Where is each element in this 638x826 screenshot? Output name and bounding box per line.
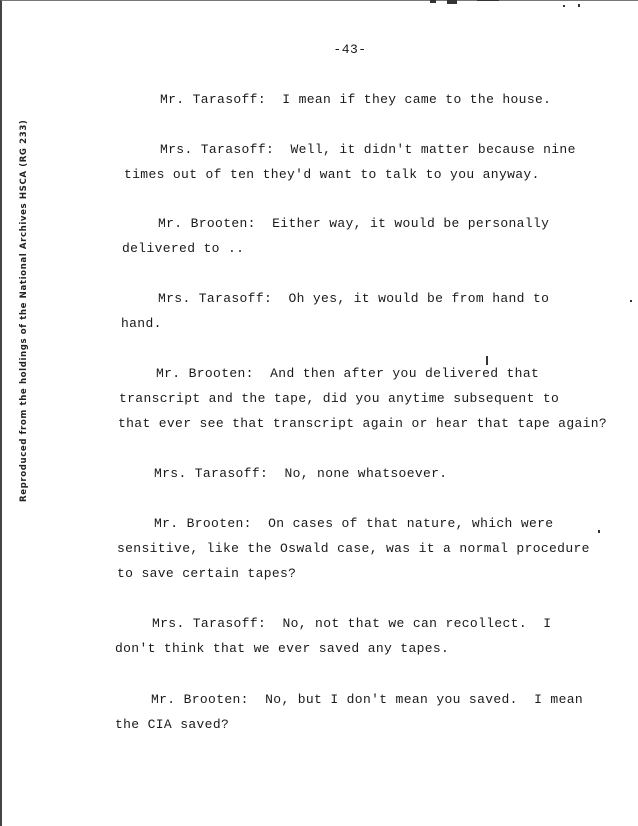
speech-text: Oh yes, it would be from hand to xyxy=(288,291,550,306)
transcript-line xyxy=(156,366,539,381)
speaker-label: Mrs. Tarasoff: xyxy=(154,466,269,481)
speaker-label: Mrs. Tarasoff: xyxy=(160,142,275,157)
page-number: -43- xyxy=(333,42,367,57)
speaker-label: Mrs. Tarasoff: xyxy=(152,616,267,631)
transcript-line: hand. xyxy=(121,316,162,331)
scan-speck xyxy=(477,0,499,1)
speech-text: On cases of that nature, which were xyxy=(268,516,554,531)
scan-speck xyxy=(486,356,488,365)
transcript-line: times out of ten they'd want to talk to you anyway. xyxy=(124,167,540,182)
speech-text: I mean if they came to the house. xyxy=(282,92,552,107)
speech-text: Well, it didn't matter because nine xyxy=(290,142,576,157)
archive-side-note: Reproduced from the holdings of the National Archives HSCA (RG 233) xyxy=(19,119,29,502)
transcript-line: to save certain tapes? xyxy=(117,566,297,581)
speaker-label: Mr. Brooten: xyxy=(151,692,249,707)
transcript-line xyxy=(160,142,576,157)
transcript-line: that ever see that transcript again or hear that tape again? xyxy=(118,416,608,431)
speaker-label: Mr. Brooten: xyxy=(156,366,254,381)
transcript-line: transcript and the tape, did you anytime subsequent to xyxy=(119,391,560,406)
transcript-line xyxy=(151,692,583,707)
speech-text: Either way, it would be personally xyxy=(272,216,550,231)
speaker-label: Mr. Tarasoff: xyxy=(160,92,266,107)
scan-speck xyxy=(447,0,457,4)
transcript-line: the CIA saved? xyxy=(115,717,230,732)
transcript-line: sensitive, like the Oswald case, was it a normal procedure xyxy=(117,541,590,556)
speech-text: No, but I don't mean you saved. I mean xyxy=(265,692,584,707)
scan-speck xyxy=(578,4,580,7)
speaker-label: Mr. Brooten: xyxy=(158,216,256,231)
transcript-line xyxy=(154,466,447,481)
speaker-label: Mrs. Tarasoff: xyxy=(158,291,273,306)
speech-text: No, not that we can recollect. I xyxy=(282,616,552,631)
transcript-line xyxy=(152,616,551,631)
transcript-line: delivered to .. xyxy=(122,241,245,256)
transcript-line xyxy=(158,291,549,306)
speech-text: No, none whatsoever. xyxy=(284,466,448,481)
scan-speck xyxy=(630,300,632,302)
speech-text: And then after you delivered that xyxy=(270,366,540,381)
transcript-line xyxy=(158,216,549,231)
transcript-line: don't think that we ever saved any tapes. xyxy=(115,641,450,656)
transcript-line xyxy=(154,516,553,531)
transcript-line xyxy=(160,92,551,107)
scan-speck xyxy=(430,0,436,3)
scan-speck xyxy=(563,5,565,7)
scan-speck xyxy=(598,530,600,533)
speaker-label: Mr. Brooten: xyxy=(154,516,252,531)
